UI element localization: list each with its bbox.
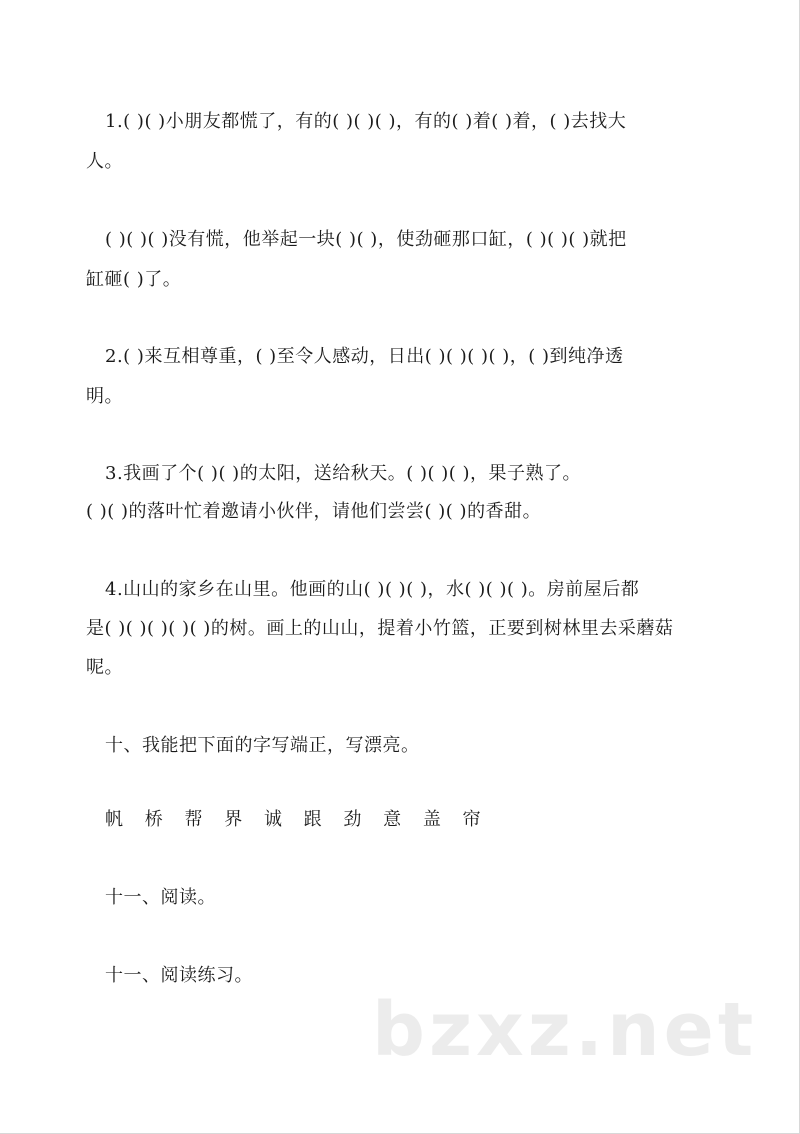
section11-title: 十一、阅读。 <box>105 887 216 908</box>
q1-line1: 1.( )( )小朋友都慌了，有的( )( )( )，有的( )着( )着，( )去找大 <box>105 111 627 132</box>
practice-char: 帘 <box>462 809 481 830</box>
q3-line1: 3.我画了个( )( )的太阳，送给秋天。( )( )( )，果子熟了。 <box>105 463 582 484</box>
q2-line1: 2.( )来互相尊重，( )至令人感动，日出( )( )( )( )，( )到纯净透 <box>105 346 624 367</box>
practice-char: 意 <box>383 809 402 830</box>
q2-line2: 明。 <box>86 386 123 407</box>
q4-line1: 4.山山的家乡在山里。他画的山( )( )( )，水( )( )( )。房前屋后都 <box>105 579 640 600</box>
practice-char: 诚 <box>263 809 282 830</box>
practice-char: 帮 <box>184 809 203 830</box>
section11-practice-title: 十一、阅读练习。 <box>105 965 253 986</box>
q4-line3: 呢。 <box>86 657 123 678</box>
section10-title: 十、我能把下面的字写端正，写漂亮。 <box>105 735 420 756</box>
q3-line2: ( )( )的落叶忙着邀请小伙伴，请他们尝尝( )( )的香甜。 <box>86 501 542 522</box>
q1b-line1: ( )( )( )没有慌，他举起一块( )( )，使劲砸那口缸，( )( )( )就把 <box>105 229 627 250</box>
watermark: bzxz.net <box>372 987 758 1073</box>
practice-char: 界 <box>224 809 243 830</box>
practice-char: 劲 <box>343 809 362 830</box>
practice-char: 盖 <box>422 809 441 830</box>
practice-characters <box>105 808 497 832</box>
q4-line2: 是( )( )( )( )( )的树。画上的山山，提着小竹篮，正要到树林里去采蘑菇 <box>86 618 674 639</box>
practice-char: 跟 <box>303 809 322 830</box>
practice-char: 帆 <box>105 809 123 830</box>
practice-char: 桥 <box>144 809 163 830</box>
q1b-line2: 缸砸( )了。 <box>86 269 182 290</box>
q1-line2: 人。 <box>86 151 123 172</box>
